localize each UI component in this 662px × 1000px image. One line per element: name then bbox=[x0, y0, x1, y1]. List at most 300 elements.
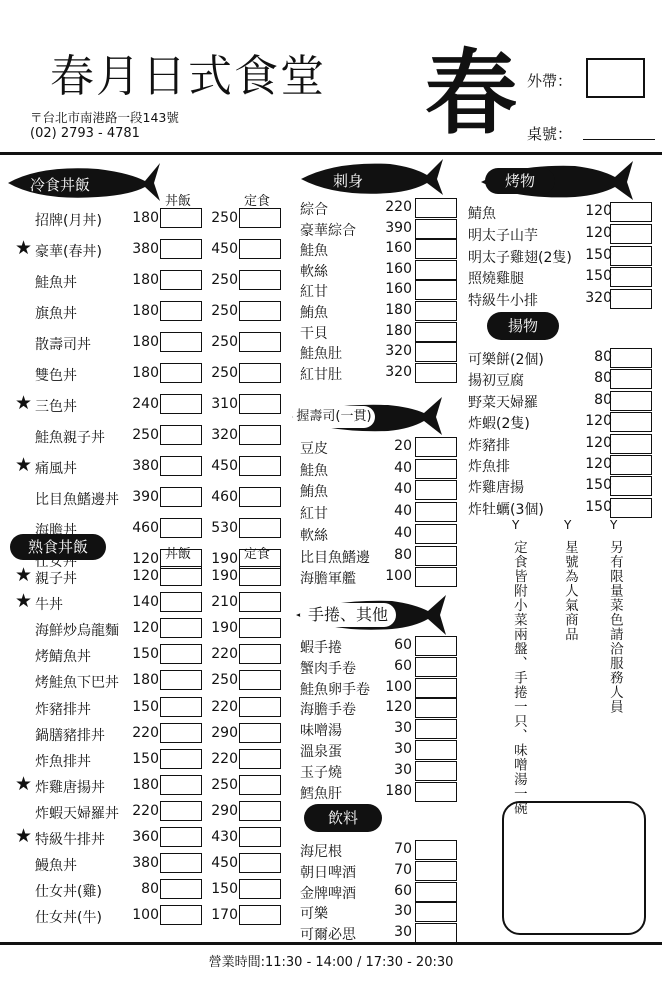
item-name: 炸蝦天婦羅丼 bbox=[35, 805, 119, 822]
set-qty-box[interactable] bbox=[239, 905, 281, 925]
menu-item-row bbox=[300, 782, 475, 802]
item-name: 鯖魚 bbox=[468, 206, 496, 222]
item-price: 120 bbox=[585, 203, 612, 219]
sprout-icon: Y bbox=[512, 518, 520, 532]
set-qty-box[interactable] bbox=[239, 749, 281, 769]
menu-item-row bbox=[300, 198, 475, 218]
menu-item-row bbox=[15, 392, 285, 416]
item-name: 蟹肉手卷 bbox=[300, 660, 356, 677]
table-number-line[interactable] bbox=[583, 139, 655, 140]
qty-box[interactable] bbox=[610, 246, 652, 266]
qty-box[interactable] bbox=[415, 546, 457, 566]
bowl-qty-box[interactable] bbox=[160, 670, 202, 690]
qty-box[interactable] bbox=[415, 567, 457, 587]
menu-item-row bbox=[468, 391, 643, 411]
item-name: 炸牡蠣(3個) bbox=[468, 501, 544, 518]
menu-item-row bbox=[35, 363, 285, 385]
item-name: 仕女丼 bbox=[35, 554, 77, 570]
bowl-price: 100 bbox=[132, 907, 159, 924]
item-name: 比目魚鰭邊丼 bbox=[35, 492, 119, 508]
bowl-qty-box[interactable] bbox=[160, 456, 202, 476]
qty-box[interactable] bbox=[610, 476, 652, 496]
item-price: 320 bbox=[385, 343, 412, 360]
item-name: 海膽軍艦 bbox=[300, 571, 356, 588]
set-price: 450 bbox=[211, 458, 238, 474]
set-qty-box[interactable] bbox=[239, 518, 281, 538]
menu-item-row bbox=[300, 861, 475, 881]
set-price: 250 bbox=[211, 672, 238, 689]
menu-item-row bbox=[300, 219, 475, 239]
item-name: 紅甘 bbox=[300, 284, 328, 301]
bowl-qty-box[interactable] bbox=[160, 801, 202, 821]
bowl-qty-box[interactable] bbox=[160, 239, 202, 259]
qty-box[interactable] bbox=[610, 267, 652, 287]
item-price: 100 bbox=[385, 568, 412, 585]
bowl-qty-box[interactable] bbox=[160, 723, 202, 743]
qty-box[interactable] bbox=[415, 322, 457, 342]
bowl-price: 390 bbox=[132, 489, 159, 505]
item-name: 金牌啤酒 bbox=[300, 885, 356, 902]
note-star: 星號為人氣商品 bbox=[561, 540, 578, 642]
item-price: 40 bbox=[394, 503, 412, 520]
qty-box[interactable] bbox=[610, 224, 652, 244]
menu-item-row bbox=[468, 412, 643, 432]
item-name: 烤鮭魚下巴丼 bbox=[35, 675, 119, 692]
nigiri-title: 握壽司(一貫) bbox=[293, 406, 375, 428]
menu-item-row bbox=[300, 657, 475, 677]
qty-box[interactable] bbox=[610, 455, 652, 475]
bowl-qty-box[interactable] bbox=[160, 363, 202, 383]
item-name: 豪華(春丼) bbox=[35, 244, 102, 260]
qty-box[interactable] bbox=[415, 301, 457, 321]
set-price: 190 bbox=[211, 568, 238, 584]
cold-don-title: 冷食丼飯 bbox=[29, 176, 90, 194]
set-qty-box[interactable] bbox=[239, 775, 281, 795]
item-price: 30 bbox=[394, 741, 412, 757]
item-name: 玉子燒 bbox=[300, 764, 342, 781]
item-name: 可爾必思 bbox=[300, 927, 356, 944]
qty-box[interactable] bbox=[415, 280, 457, 300]
item-name: 鱈魚肝 bbox=[300, 785, 342, 802]
sashimi-title: 刺身 bbox=[332, 172, 363, 190]
menu-item-row bbox=[468, 498, 643, 518]
item-price: 40 bbox=[394, 481, 412, 498]
menu-item-row bbox=[468, 369, 643, 389]
item-name: 海鮮炒烏龍麵 bbox=[35, 623, 119, 640]
bowl-qty-box[interactable] bbox=[160, 487, 202, 507]
item-name: 明太子雞翅(2隻) bbox=[468, 249, 572, 266]
bowl-price: 180 bbox=[132, 672, 159, 689]
note-limited: 另有限量菜色請洽服務人員 bbox=[606, 540, 623, 714]
set-qty-box[interactable] bbox=[239, 487, 281, 507]
item-name: 炸豬排 bbox=[468, 437, 510, 454]
set-price: 250 bbox=[211, 776, 238, 793]
set-price: 190 bbox=[211, 551, 238, 567]
set-price: 220 bbox=[211, 750, 238, 767]
star-icon: ★ bbox=[15, 590, 33, 613]
item-price: 320 bbox=[385, 363, 412, 380]
item-name: 明太子山芋 bbox=[468, 227, 538, 244]
set-qty-box[interactable] bbox=[239, 618, 281, 638]
bowl-price: 150 bbox=[132, 750, 159, 767]
handroll-title: 手捲、其他 bbox=[300, 603, 396, 627]
item-price: 180 bbox=[385, 322, 412, 339]
bowl-price: 120 bbox=[132, 620, 159, 637]
set-qty-box[interactable] bbox=[239, 332, 281, 352]
menu-item-row bbox=[300, 239, 475, 259]
bowl-price: 180 bbox=[132, 303, 159, 319]
bowl-qty-box[interactable] bbox=[160, 827, 202, 847]
item-name: 鮭魚丼 bbox=[35, 275, 77, 291]
star-icon: ★ bbox=[15, 454, 33, 476]
qty-box[interactable] bbox=[415, 502, 457, 522]
bowl-price: 120 bbox=[132, 551, 159, 567]
item-price: 120 bbox=[385, 699, 412, 716]
set-qty-box[interactable] bbox=[239, 363, 281, 383]
qty-box[interactable] bbox=[610, 391, 652, 411]
item-name: 散壽司丼 bbox=[35, 337, 91, 353]
menu-item-row bbox=[15, 564, 285, 588]
qty-box[interactable] bbox=[415, 678, 457, 698]
bowl-qty-box[interactable] bbox=[160, 208, 202, 228]
menu-item-row bbox=[468, 267, 643, 287]
item-name: 海膽丼 bbox=[35, 523, 77, 539]
bowl-qty-box[interactable] bbox=[160, 618, 202, 638]
menu-item-row bbox=[300, 740, 475, 760]
menu-item-row bbox=[468, 224, 643, 244]
bowl-price: 380 bbox=[132, 855, 159, 872]
menu-item-row bbox=[300, 761, 475, 781]
bowl-price: 460 bbox=[132, 520, 159, 536]
item-name: 鮭魚肚 bbox=[300, 346, 342, 363]
bowl-qty-box[interactable] bbox=[160, 644, 202, 664]
menu-item-row bbox=[468, 476, 643, 496]
hot-don-col-set: 定食 bbox=[244, 547, 271, 562]
item-price: 60 bbox=[394, 637, 412, 653]
bowl-qty-box[interactable] bbox=[160, 697, 202, 717]
menu-item-row bbox=[300, 840, 475, 860]
takeout-label: 外帶： bbox=[527, 72, 573, 90]
menu-item-row bbox=[300, 363, 475, 383]
item-name: 軟絲 bbox=[300, 527, 328, 544]
item-name: 雙色丼 bbox=[35, 368, 77, 384]
bowl-price: 220 bbox=[132, 802, 159, 819]
set-qty-box[interactable] bbox=[239, 394, 281, 414]
qty-box[interactable] bbox=[415, 923, 457, 943]
item-name: 炸魚排丼 bbox=[35, 753, 91, 770]
menu-item-row bbox=[35, 853, 285, 875]
bowl-price: 180 bbox=[132, 365, 159, 381]
bowl-price: 360 bbox=[132, 829, 159, 845]
qty-box[interactable] bbox=[415, 840, 457, 860]
item-price: 320 bbox=[585, 290, 612, 307]
item-name: 紅甘肚 bbox=[300, 366, 342, 383]
menu-item-row bbox=[35, 332, 285, 354]
set-qty-box[interactable] bbox=[239, 425, 281, 445]
qty-box[interactable] bbox=[610, 202, 652, 222]
item-price: 80 bbox=[594, 370, 612, 387]
item-name: 仕女丼(雞) bbox=[35, 884, 102, 901]
item-price: 20 bbox=[394, 438, 412, 454]
item-price: 160 bbox=[385, 240, 412, 257]
star-icon: ★ bbox=[15, 564, 33, 586]
item-name: 鮪魚 bbox=[300, 484, 328, 501]
qty-box[interactable] bbox=[415, 698, 457, 718]
item-price: 160 bbox=[385, 281, 412, 298]
bowl-qty-box[interactable] bbox=[160, 879, 202, 899]
item-name: 味噌湯 bbox=[300, 723, 342, 740]
menu-item-row bbox=[468, 202, 643, 222]
bowl-qty-box[interactable] bbox=[160, 425, 202, 445]
table-label: 桌號： bbox=[527, 125, 573, 143]
menu-item-row bbox=[300, 678, 475, 698]
set-price: 320 bbox=[211, 427, 238, 443]
set-qty-box[interactable] bbox=[239, 566, 281, 586]
cold-don-col-bowl: 丼飯 bbox=[165, 194, 192, 209]
qty-box[interactable] bbox=[415, 363, 457, 383]
qty-box[interactable] bbox=[415, 198, 457, 218]
menu-item-row bbox=[35, 618, 285, 640]
takeout-box[interactable] bbox=[586, 58, 645, 98]
bowl-price: 80 bbox=[141, 881, 159, 898]
bowl-qty-box[interactable] bbox=[160, 270, 202, 290]
qty-box[interactable] bbox=[610, 434, 652, 454]
bottom-divider bbox=[0, 942, 662, 945]
menu-item-row bbox=[300, 260, 475, 280]
qty-box[interactable] bbox=[415, 882, 457, 902]
set-price: 460 bbox=[211, 489, 238, 505]
item-price: 80 bbox=[594, 391, 612, 408]
item-price: 70 bbox=[394, 861, 412, 878]
qty-box[interactable] bbox=[415, 437, 457, 457]
item-price: 60 bbox=[394, 657, 412, 674]
item-price: 180 bbox=[385, 782, 412, 799]
item-name: 軟絲 bbox=[300, 263, 328, 280]
menu-item-row bbox=[468, 455, 643, 475]
menu-item-row bbox=[300, 636, 475, 656]
menu-item-row bbox=[468, 246, 643, 266]
set-qty-box[interactable] bbox=[239, 723, 281, 743]
bowl-price: 180 bbox=[132, 334, 159, 350]
set-price: 210 bbox=[211, 594, 238, 611]
menu-item-row bbox=[300, 902, 475, 922]
qty-box[interactable] bbox=[415, 459, 457, 479]
set-qty-box[interactable] bbox=[239, 697, 281, 717]
item-name: 特級牛排丼 bbox=[35, 832, 105, 848]
set-price: 290 bbox=[211, 724, 238, 741]
menu-item-row bbox=[15, 454, 285, 478]
set-price: 250 bbox=[211, 365, 238, 381]
star-icon: ★ bbox=[15, 772, 33, 795]
item-name: 揚初豆腐 bbox=[468, 373, 524, 390]
note-set-meal: 定食皆附小菜兩盤、手捲一只、味噌湯一碗 bbox=[510, 540, 527, 816]
menu-item-row bbox=[35, 487, 285, 509]
item-name: 鮪魚 bbox=[300, 305, 328, 321]
item-name: 蝦手捲 bbox=[300, 640, 342, 656]
qty-box[interactable] bbox=[415, 342, 457, 362]
set-price: 220 bbox=[211, 698, 238, 715]
set-qty-box[interactable] bbox=[239, 644, 281, 664]
set-price: 220 bbox=[211, 646, 238, 663]
qty-box[interactable] bbox=[415, 761, 457, 781]
qty-box[interactable] bbox=[610, 412, 652, 432]
menu-item-row bbox=[35, 749, 285, 771]
menu-item-row bbox=[300, 280, 475, 300]
set-price: 450 bbox=[211, 241, 238, 257]
menu-item-row bbox=[35, 270, 285, 292]
qty-box[interactable] bbox=[415, 782, 457, 802]
bowl-price: 120 bbox=[132, 568, 159, 584]
set-price: 290 bbox=[211, 802, 238, 819]
item-name: 痛風丼 bbox=[35, 461, 77, 477]
menu-item-row bbox=[300, 322, 475, 342]
bowl-price: 220 bbox=[132, 724, 159, 741]
item-name: 鮭魚 bbox=[300, 462, 328, 479]
qty-box[interactable] bbox=[415, 740, 457, 760]
drinks-title: 飲料 bbox=[304, 804, 382, 832]
bowl-price: 150 bbox=[132, 698, 159, 715]
item-name: 鰻魚丼 bbox=[35, 858, 77, 875]
item-name: 炸雞唐揚丼 bbox=[35, 779, 105, 796]
item-price: 150 bbox=[585, 498, 612, 515]
item-name: 牛丼 bbox=[35, 597, 63, 614]
item-name: 野菜天婦羅 bbox=[468, 394, 538, 411]
menu-item-row bbox=[35, 723, 285, 745]
set-price: 250 bbox=[211, 334, 238, 350]
qty-box[interactable] bbox=[415, 239, 457, 259]
set-qty-box[interactable] bbox=[239, 853, 281, 873]
item-name: 豆皮 bbox=[300, 441, 328, 457]
set-qty-box[interactable] bbox=[239, 301, 281, 321]
item-price: 80 bbox=[394, 546, 412, 563]
item-price: 30 bbox=[394, 924, 412, 941]
qty-box[interactable] bbox=[415, 260, 457, 280]
hot-don-title: 熟食丼飯 bbox=[10, 534, 106, 560]
set-price: 450 bbox=[211, 855, 238, 872]
qty-box[interactable] bbox=[610, 289, 652, 309]
menu-item-row bbox=[300, 524, 475, 544]
set-qty-box[interactable] bbox=[239, 270, 281, 290]
item-name: 豪華綜合 bbox=[300, 222, 356, 239]
menu-item-row bbox=[35, 644, 285, 666]
menu-item-row bbox=[35, 670, 285, 692]
qty-box[interactable] bbox=[415, 657, 457, 677]
menu-item-row bbox=[35, 697, 285, 719]
bowl-qty-box[interactable] bbox=[160, 592, 202, 612]
qty-box[interactable] bbox=[610, 369, 652, 389]
item-name: 招牌(月丼) bbox=[35, 213, 102, 229]
qty-box[interactable] bbox=[415, 719, 457, 739]
menu-item-row bbox=[300, 546, 475, 566]
item-price: 160 bbox=[385, 260, 412, 277]
qty-box[interactable] bbox=[415, 480, 457, 500]
memo-box[interactable] bbox=[502, 801, 646, 935]
item-name: 特級牛小排 bbox=[468, 293, 538, 310]
bowl-price: 380 bbox=[132, 458, 159, 474]
set-qty-box[interactable] bbox=[239, 670, 281, 690]
qty-box[interactable] bbox=[610, 498, 652, 518]
item-name: 海尼根 bbox=[300, 844, 342, 860]
bowl-qty-box[interactable] bbox=[160, 301, 202, 321]
item-price: 150 bbox=[585, 477, 612, 494]
item-price: 180 bbox=[385, 302, 412, 318]
set-qty-box[interactable] bbox=[239, 879, 281, 899]
set-qty-box[interactable] bbox=[239, 801, 281, 821]
set-qty-box[interactable] bbox=[239, 827, 281, 847]
item-price: 30 bbox=[394, 903, 412, 920]
item-price: 150 bbox=[585, 268, 612, 285]
qty-box[interactable] bbox=[415, 902, 457, 922]
menu-item-row bbox=[300, 459, 475, 479]
set-qty-box[interactable] bbox=[239, 456, 281, 476]
item-price: 120 bbox=[585, 413, 612, 430]
qty-box[interactable] bbox=[415, 219, 457, 239]
set-price: 250 bbox=[211, 303, 238, 319]
menu-item-row bbox=[300, 882, 475, 902]
bowl-price: 180 bbox=[132, 776, 159, 793]
star-icon: ★ bbox=[15, 392, 33, 414]
bowl-qty-box[interactable] bbox=[160, 394, 202, 414]
item-price: 60 bbox=[394, 882, 412, 899]
menu-item-row bbox=[300, 567, 475, 587]
star-icon: ★ bbox=[15, 237, 33, 259]
item-name: 干貝 bbox=[300, 325, 328, 342]
qty-box[interactable] bbox=[415, 524, 457, 544]
item-name: 溫泉蛋 bbox=[300, 744, 342, 760]
item-name: 旗魚丼 bbox=[35, 306, 77, 322]
item-name: 鮭魚卵手卷 bbox=[300, 681, 370, 698]
menu-item-row bbox=[35, 905, 285, 927]
menu-item-row bbox=[15, 772, 285, 797]
item-name: 綜合 bbox=[300, 202, 328, 218]
set-qty-box[interactable] bbox=[239, 208, 281, 228]
bowl-qty-box[interactable] bbox=[160, 566, 202, 586]
bowl-price: 150 bbox=[132, 646, 159, 663]
item-price: 30 bbox=[394, 761, 412, 778]
menu-item-row bbox=[35, 425, 285, 447]
qty-box[interactable] bbox=[415, 861, 457, 881]
bowl-qty-box[interactable] bbox=[160, 775, 202, 795]
phone-number: (02) 2793 - 4781 bbox=[30, 126, 140, 141]
menu-item-row bbox=[35, 879, 285, 901]
item-price: 100 bbox=[385, 678, 412, 695]
bowl-qty-box[interactable] bbox=[160, 749, 202, 769]
set-qty-box[interactable] bbox=[239, 592, 281, 612]
bowl-qty-box[interactable] bbox=[160, 518, 202, 538]
item-price: 390 bbox=[385, 219, 412, 236]
item-price: 220 bbox=[385, 199, 412, 215]
fried-title: 揚物 bbox=[487, 312, 559, 340]
bowl-price: 180 bbox=[132, 272, 159, 288]
item-price: 30 bbox=[394, 720, 412, 737]
item-name: 鮭魚親子丼 bbox=[35, 430, 105, 446]
item-name: 可樂 bbox=[300, 906, 328, 923]
item-price: 120 bbox=[585, 224, 612, 241]
bowl-qty-box[interactable] bbox=[160, 905, 202, 925]
set-qty-box[interactable] bbox=[239, 239, 281, 259]
restaurant-title: 春月日式食堂 bbox=[50, 51, 326, 102]
qty-box[interactable] bbox=[610, 348, 652, 368]
set-price: 530 bbox=[211, 520, 238, 536]
qty-box[interactable] bbox=[415, 636, 457, 656]
bowl-price: 250 bbox=[132, 427, 159, 443]
logo-mark: 春 bbox=[425, 40, 518, 147]
bowl-qty-box[interactable] bbox=[160, 853, 202, 873]
sprout-icon: Y bbox=[564, 518, 572, 532]
bowl-qty-box[interactable] bbox=[160, 332, 202, 352]
item-name: 炸豬排丼 bbox=[35, 701, 91, 718]
item-name: 可樂餅(2個) bbox=[468, 352, 544, 368]
